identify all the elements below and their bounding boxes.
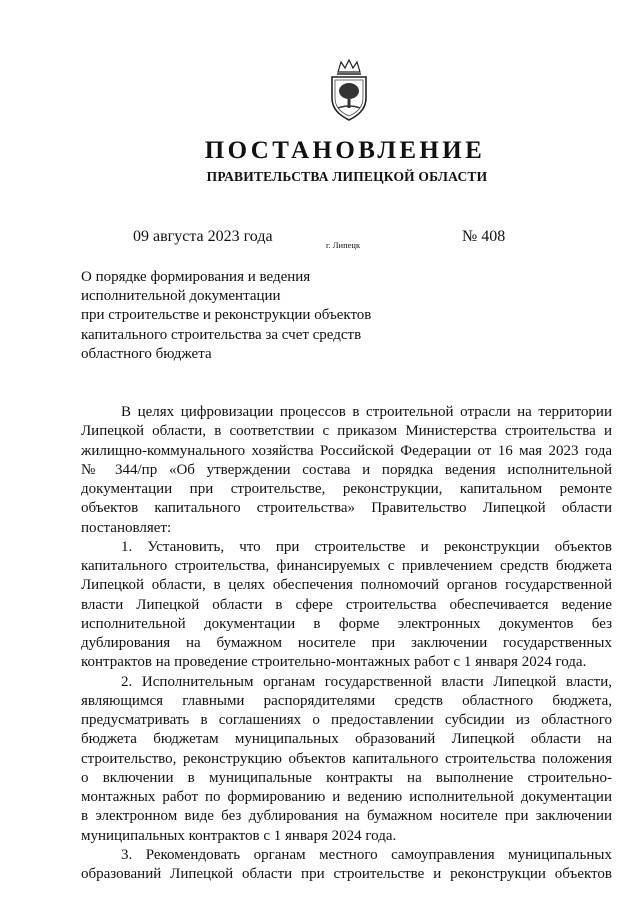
text-line: строительство, реконструкцию объектов капитального строительства положения: [81, 750, 612, 767]
text-line: власти Липецкой области в сфере строительства обеспечивается ведение: [81, 596, 612, 613]
text-line: исполнительной документации в форме электронных документов без: [81, 615, 612, 632]
text-line: Липецкой области, в целях обеспечения полномочий органов государственной: [81, 577, 612, 594]
document-subtitle: ПРАВИТЕЛЬСТВА ЛИПЕЦКОЙ ОБЛАСТИ: [206, 169, 488, 184]
document-number: № 408: [462, 228, 506, 245]
text-line: образований Липецкой области при строительстве и реконструкции объектов: [81, 866, 612, 882]
text-line: жилищно-коммунального хозяйства Российской Федерации от 16 мая 2023 года: [81, 442, 612, 459]
subject-line: областного бюджета: [81, 345, 212, 362]
document-city: г. Липецк: [326, 240, 361, 250]
text-line: в электронном виде без дублирования на бумажном носителе при заключении: [81, 808, 612, 825]
text-line: 1. Установить, что при строительстве и реконструкции объектов: [121, 538, 612, 555]
text-line: 2. Исполнительным органам государственной власти Липецкой власти,: [121, 673, 612, 690]
document-date: 09 августа 2023 года: [133, 228, 273, 245]
text-line: являющимся главными распорядителями средств областного бюджета,: [81, 692, 612, 709]
subject-line: капитального строительства за счет средств: [81, 326, 362, 343]
item-1-paragraph: [81, 538, 612, 673]
text-line: В целях цифровизации процессов в строительной отрасли на территории: [121, 404, 612, 420]
subject-line: при строительстве и реконструкции объектов: [81, 307, 372, 324]
text-line: № 344/пр «Об утверждении состава и порядка ведения исполнительной: [81, 461, 612, 478]
item-2-paragraph: [81, 673, 612, 846]
document-subject: [81, 268, 411, 364]
preamble-paragraph: [81, 403, 612, 538]
text-line: монтажных работ по формированию и ведению исполнительной документации: [81, 789, 612, 805]
text-line: Липецкой области, в соответствии с приказом Министерства строительства и: [81, 423, 612, 440]
text-line: объектов капитального строительства» Правительство Липецкой области: [81, 500, 612, 517]
text-line: 3. Рекомендовать органам местного самоуправления муниципальных: [121, 846, 612, 863]
item-3-paragraph: [81, 846, 612, 885]
subject-line: О порядке формирования и ведения: [81, 269, 311, 285]
document-title: ПОСТАНОВЛЕНИЕ: [204, 137, 486, 164]
text-line: дублирования на бумажном носителе при заключении государственных: [81, 635, 612, 651]
text-line: постановляет:: [81, 519, 172, 536]
text-line: бюджета бюджетам муниципальных образований Липецкой области на: [81, 731, 612, 748]
text-line: документации при строительстве, реконструкции, капитальном ремонте: [81, 481, 612, 497]
text-line: о включении в муниципальные контракты на выполнение строительно-: [81, 769, 612, 786]
subject-line: исполнительной документации: [81, 288, 281, 305]
coat-of-arms-emblem: [326, 58, 372, 122]
text-line: капитального строительства, финансируемых с привлечением средств бюджета: [81, 558, 612, 574]
text-line: предусматривать в соглашениях о предоставлении субсидии из областного: [81, 712, 612, 728]
text-line: контрактов на проведение строительно-монтажных работ с 1 января 2024 года.: [81, 654, 587, 671]
document-body: [81, 403, 612, 884]
text-line: муниципальных контрактов с 1 января 2024 года.: [81, 827, 397, 844]
